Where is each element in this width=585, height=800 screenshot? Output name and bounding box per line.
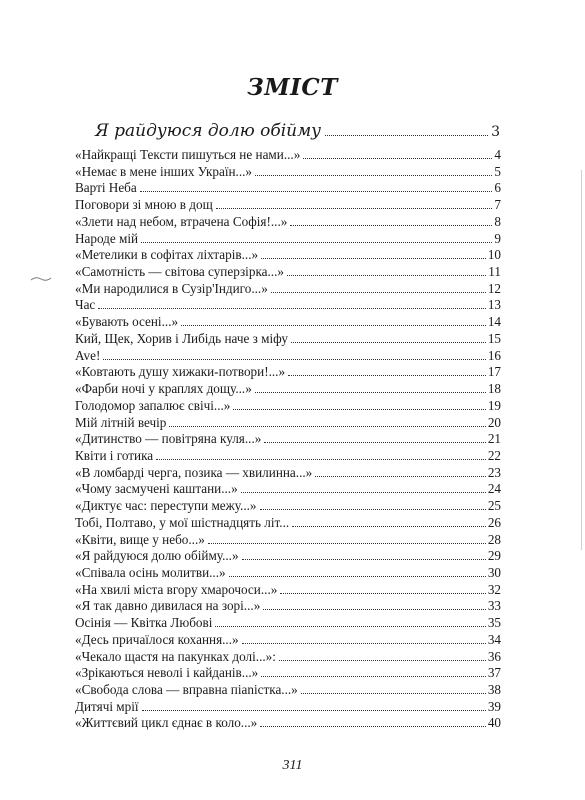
toc-entry bbox=[75, 598, 501, 615]
entry-title: Кий, Щек, Хорив і Либідь наче з міфу bbox=[75, 330, 288, 346]
dot-leader bbox=[229, 576, 486, 577]
entry-title: Народе мій bbox=[75, 230, 139, 246]
dot-leader bbox=[169, 426, 485, 427]
dot-leader bbox=[290, 225, 492, 226]
entry-title: «Чому засмучені каштани...» bbox=[75, 481, 238, 497]
dot-leader bbox=[233, 409, 485, 410]
dot-leader bbox=[156, 459, 486, 460]
dot-leader bbox=[255, 392, 486, 393]
entry-title: «Ми народилися в Сузір'Індиго...» bbox=[75, 280, 268, 296]
dot-leader bbox=[103, 359, 485, 360]
entry-title: «Дитинство — повітряна куля...» bbox=[75, 431, 262, 447]
toc-entry bbox=[75, 164, 501, 181]
entry-title: «Немає в мене інших Україн...» bbox=[75, 163, 253, 179]
entry-title: Варті Неба bbox=[75, 180, 137, 196]
entry-title: Тобі, Полтаво, у мої шістнадцять літ... bbox=[75, 514, 290, 530]
entry-page: 15 bbox=[487, 330, 501, 346]
entry-page: 39 bbox=[487, 698, 501, 714]
entry-page: 9 bbox=[494, 230, 501, 246]
entry-page: 22 bbox=[487, 447, 501, 463]
toc-entry bbox=[75, 231, 501, 248]
dot-leader bbox=[315, 476, 486, 477]
dot-leader bbox=[260, 726, 486, 727]
toc-entry bbox=[75, 297, 501, 314]
toc-entry bbox=[75, 314, 501, 331]
entry-page: 35 bbox=[487, 615, 501, 631]
entry-title: «Квіти, вище у небо...» bbox=[75, 531, 205, 547]
dot-leader bbox=[141, 242, 492, 243]
page-edge bbox=[581, 170, 582, 550]
dot-leader bbox=[215, 626, 485, 627]
entry-title: Поговори зі мною в дощ bbox=[75, 197, 213, 213]
toc-entry bbox=[75, 264, 501, 281]
toc-entry bbox=[75, 398, 501, 415]
dot-leader bbox=[142, 710, 486, 711]
entry-page: 17 bbox=[487, 364, 501, 380]
toc-entry bbox=[75, 415, 501, 432]
entry-title: «Найкращі Тексти пишуться не нами...» bbox=[75, 147, 301, 162]
entry-title: Дитячі мрії bbox=[75, 698, 139, 714]
toc-entry bbox=[75, 348, 501, 365]
entry-page: 32 bbox=[487, 581, 501, 597]
dot-leader bbox=[271, 292, 486, 293]
entry-page: 34 bbox=[487, 631, 501, 647]
entry-page: 18 bbox=[487, 381, 501, 397]
entry-page: 14 bbox=[487, 314, 501, 330]
entry-page: 21 bbox=[487, 431, 501, 447]
dot-leader bbox=[216, 208, 493, 209]
entry-title: «Метелики в софітах ліхтарів...» bbox=[75, 247, 259, 263]
toc-entry bbox=[75, 465, 501, 482]
dot-leader bbox=[255, 175, 492, 176]
toc-entry bbox=[75, 364, 501, 381]
entry-page: 16 bbox=[487, 347, 501, 363]
dot-leader bbox=[279, 660, 486, 661]
entry-title: Ave! bbox=[75, 347, 101, 363]
entry-title: «Життєвий цикл єднає в коло...» bbox=[75, 715, 258, 731]
dot-leader bbox=[260, 509, 486, 510]
entry-page: 30 bbox=[487, 564, 501, 580]
entry-title: «Десь причаїлося кохання...» bbox=[75, 631, 239, 647]
toc-entry bbox=[75, 715, 501, 732]
entry-page: 29 bbox=[487, 548, 501, 564]
entry-title: «На хвилі міста вгору хмарочоси...» bbox=[75, 581, 278, 597]
entry-title: Мій літній вечір bbox=[75, 414, 167, 430]
toc-entry bbox=[75, 381, 501, 398]
toc-entry bbox=[75, 331, 501, 348]
entry-title: Осінія — Квітка Любові bbox=[75, 615, 213, 631]
entry-title: «Самотність — світова суперзірка...» bbox=[75, 264, 284, 280]
dot-leader bbox=[261, 258, 486, 259]
entry-title: «Свобода слова — вправна пianістка...» bbox=[75, 682, 298, 697]
dot-leader bbox=[303, 158, 492, 159]
entry-page: 11 bbox=[488, 264, 501, 280]
dot-leader bbox=[181, 325, 486, 326]
section-title: Я райдуюся долю обійму bbox=[95, 121, 322, 141]
entry-title: «Я райдуюся долю обійму...» bbox=[75, 548, 239, 564]
toc-entry bbox=[75, 180, 501, 197]
dot-leader bbox=[287, 275, 486, 276]
entry-page: 28 bbox=[487, 531, 501, 547]
entry-title: «Я так давно дивилася на зорі...» bbox=[75, 598, 261, 614]
dot-leader bbox=[242, 559, 486, 560]
toc-entry bbox=[75, 615, 501, 632]
toc-entry bbox=[75, 515, 501, 532]
entry-title: «В ломбарді черга, позика — хвилинна...» bbox=[75, 464, 313, 480]
dot-leader bbox=[288, 375, 486, 376]
toc-entry bbox=[75, 197, 501, 214]
dot-leader bbox=[291, 342, 486, 343]
dot-leader bbox=[242, 643, 486, 644]
entry-page: 26 bbox=[487, 514, 501, 530]
toc-entry bbox=[75, 281, 501, 298]
toc-list bbox=[75, 147, 501, 732]
dot-leader bbox=[325, 135, 488, 136]
toc-title: ЗМІСТ bbox=[247, 74, 338, 101]
entry-title: «Співала осінь молитви...» bbox=[75, 564, 226, 580]
dot-leader bbox=[241, 492, 486, 493]
dot-leader bbox=[264, 442, 485, 443]
entry-page: 25 bbox=[487, 498, 501, 514]
toc-entry bbox=[75, 649, 501, 666]
entry-title: Квіти і готика bbox=[75, 447, 154, 463]
toc-entry bbox=[75, 548, 501, 565]
toc-entry bbox=[75, 582, 501, 599]
entry-page: 33 bbox=[487, 598, 501, 614]
dot-leader bbox=[263, 609, 486, 610]
page-number: 311 bbox=[282, 758, 303, 773]
entry-title: «Фарби ночі у краплях дощу...» bbox=[75, 381, 252, 397]
toc-entry bbox=[75, 448, 501, 465]
entry-page: 4 bbox=[494, 147, 501, 162]
dot-leader bbox=[208, 543, 486, 544]
toc-entry bbox=[75, 565, 501, 582]
toc-entry bbox=[75, 147, 501, 164]
entry-page: 23 bbox=[487, 464, 501, 480]
entry-title: Голодомор запалює свічі...» bbox=[75, 397, 231, 413]
entry-page: 13 bbox=[487, 297, 501, 313]
entry-page: 10 bbox=[487, 247, 501, 263]
entry-page: 7 bbox=[494, 197, 501, 213]
entry-page: 5 bbox=[494, 163, 501, 179]
dot-leader bbox=[292, 526, 486, 527]
entry-page: 37 bbox=[487, 665, 501, 681]
entry-page: 12 bbox=[487, 280, 501, 296]
dot-leader bbox=[140, 191, 493, 192]
entry-title: «Зрікаються неволі і кайданів...» bbox=[75, 665, 259, 681]
entry-page: 36 bbox=[487, 648, 501, 664]
toc-entry bbox=[75, 682, 501, 699]
pencil-mark-icon bbox=[30, 275, 52, 283]
entry-title: «Чекало щастя на пакунках долі...»: bbox=[75, 648, 276, 664]
entry-title: Час bbox=[75, 297, 96, 313]
entry-page: 20 bbox=[487, 414, 501, 430]
entry-page: 24 bbox=[487, 481, 501, 497]
toc-entry bbox=[75, 632, 501, 649]
entry-title: «Бувають осені...» bbox=[75, 314, 179, 330]
entry-page: 6 bbox=[494, 180, 501, 196]
toc-entry bbox=[75, 247, 501, 264]
entry-title: «Диктує час: переступи межу...» bbox=[75, 498, 257, 514]
entry-page: 38 bbox=[487, 682, 501, 697]
entry-page: 19 bbox=[487, 397, 501, 413]
entry-page: 8 bbox=[494, 213, 501, 229]
toc-entry bbox=[75, 214, 501, 231]
toc-entry bbox=[75, 532, 501, 549]
toc-entry bbox=[75, 665, 501, 682]
dot-leader bbox=[98, 308, 486, 309]
toc-entry bbox=[75, 481, 501, 498]
toc-section-heading bbox=[95, 121, 500, 141]
toc-entry bbox=[75, 699, 501, 716]
section-page: 3 bbox=[491, 124, 500, 140]
dot-leader bbox=[280, 593, 485, 594]
entry-title: «Ковтають душу хижаки-потвори!...» bbox=[75, 364, 286, 380]
entry-page: 40 bbox=[487, 715, 501, 731]
toc-entry bbox=[75, 498, 501, 515]
dot-leader bbox=[301, 693, 486, 694]
toc-entry bbox=[75, 431, 501, 448]
dot-leader bbox=[261, 676, 486, 677]
entry-title: «Злети над небом, втрачена Софія!...» bbox=[75, 213, 288, 229]
